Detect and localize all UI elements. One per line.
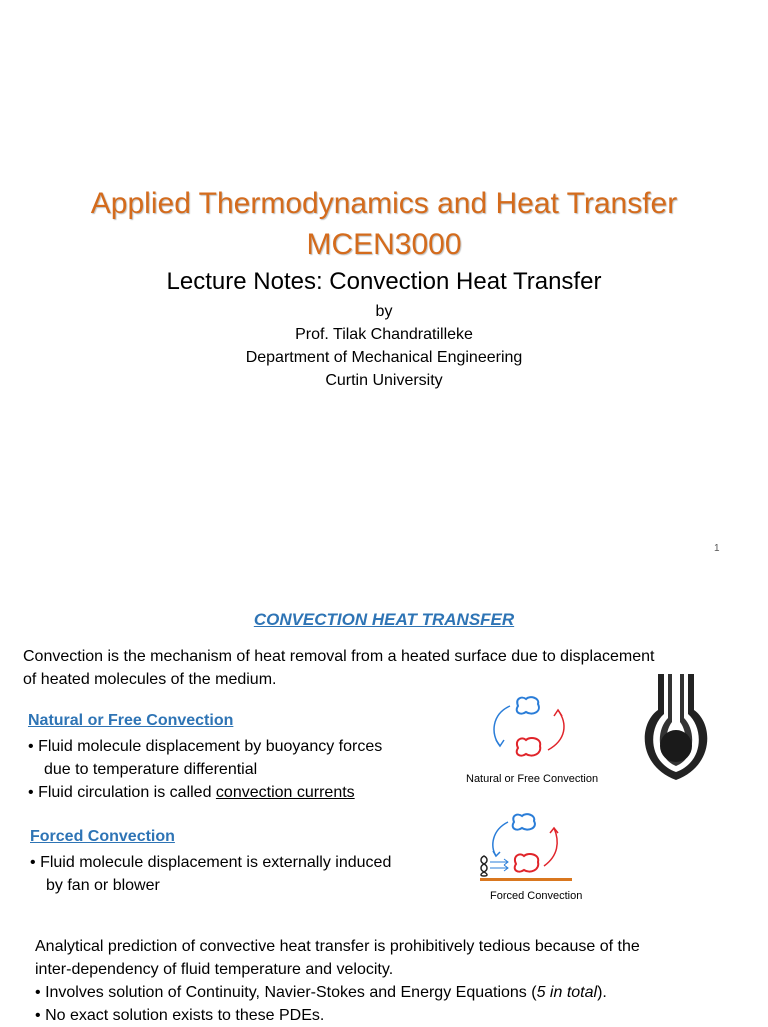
natural-bullet-1-line-2: due to temperature differential [44, 761, 258, 778]
forced-bullet-1 [30, 851, 450, 897]
thermal-plume-image [636, 670, 716, 788]
university-name: Curtin University [325, 372, 443, 389]
content-slide [0, 574, 768, 1024]
bullet-char: • [35, 984, 41, 1001]
forced-bullet-1-line-2: by fan or blower [46, 877, 160, 894]
analysis-bullet-1-suffix: ). [597, 984, 607, 1001]
equation-count: 5 in total [536, 984, 598, 1001]
natural-diagram-caption: Natural or Free Convection [466, 773, 599, 785]
hot-parcel-icon [517, 738, 541, 756]
fan-icon [481, 856, 487, 876]
course-title: Applied Thermodynamics and Heat Transfer [90, 187, 678, 220]
forced-bullet-1-line-1: Fluid molecule displacement is externally induced [40, 854, 392, 871]
analysis-bullet-1 [35, 981, 607, 1004]
heated-surface [480, 878, 572, 881]
natural-bullet-1 [28, 735, 448, 781]
intro-line-2: of heated molecules of the medium. [23, 671, 277, 688]
analysis-line-1: Analytical prediction of convective heat transfer is prohibitively tedious because of the [35, 938, 640, 955]
natural-convection-title: Natural or Free Convection [28, 712, 234, 729]
natural-bullet-2 [28, 781, 355, 804]
page-number: 1 [714, 543, 720, 554]
natural-convection-diagram [470, 674, 610, 774]
analysis-bullet-1-prefix: Involves solution of Continuity, Navier-Stokes and Energy Equations ( [45, 984, 537, 1001]
bullet-char: • [28, 784, 34, 801]
lecture-subtitle: Lecture Notes: Convection Heat Transfer [166, 268, 602, 295]
cold-parcel-icon [513, 814, 535, 829]
bullet-char: • [28, 738, 34, 755]
cold-parcel-icon [517, 697, 539, 713]
by-label: by [375, 303, 393, 320]
airflow-arrows-icon [490, 859, 508, 871]
department-name: Department of Mechanical Engineering [245, 349, 523, 366]
slide-heading: CONVECTION HEAT TRANSFER [253, 610, 515, 629]
convection-currents-term: convection currents [215, 784, 355, 801]
bullet-char: • [30, 854, 36, 871]
analysis-line-2: inter-dependency of fluid temperature and velocity. [35, 961, 394, 978]
analysis-bullet-2-text: No exact solution exists to these PDEs. [45, 1007, 325, 1024]
up-arrow-icon [544, 828, 557, 866]
bullet-char: • [35, 1007, 41, 1024]
forced-convection-title: Forced Convection [30, 828, 175, 845]
intro-line-1: Convection is the mechanism of heat removal from a heated surface due to displacement [23, 648, 655, 665]
natural-bullet-2-prefix: Fluid circulation is called [38, 784, 216, 801]
course-code: MCEN3000 [306, 228, 462, 261]
heated-cylinder-icon [660, 730, 692, 762]
author-name: Prof. Tilak Chandratilleke [295, 326, 473, 343]
down-arrow-icon [493, 822, 508, 856]
forced-convection-diagram [478, 806, 578, 890]
hot-parcel-icon [515, 854, 539, 872]
natural-bullet-1-line-1: Fluid molecule displacement by buoyancy forces [38, 738, 383, 755]
forced-diagram-caption: Forced Convection [490, 890, 583, 902]
